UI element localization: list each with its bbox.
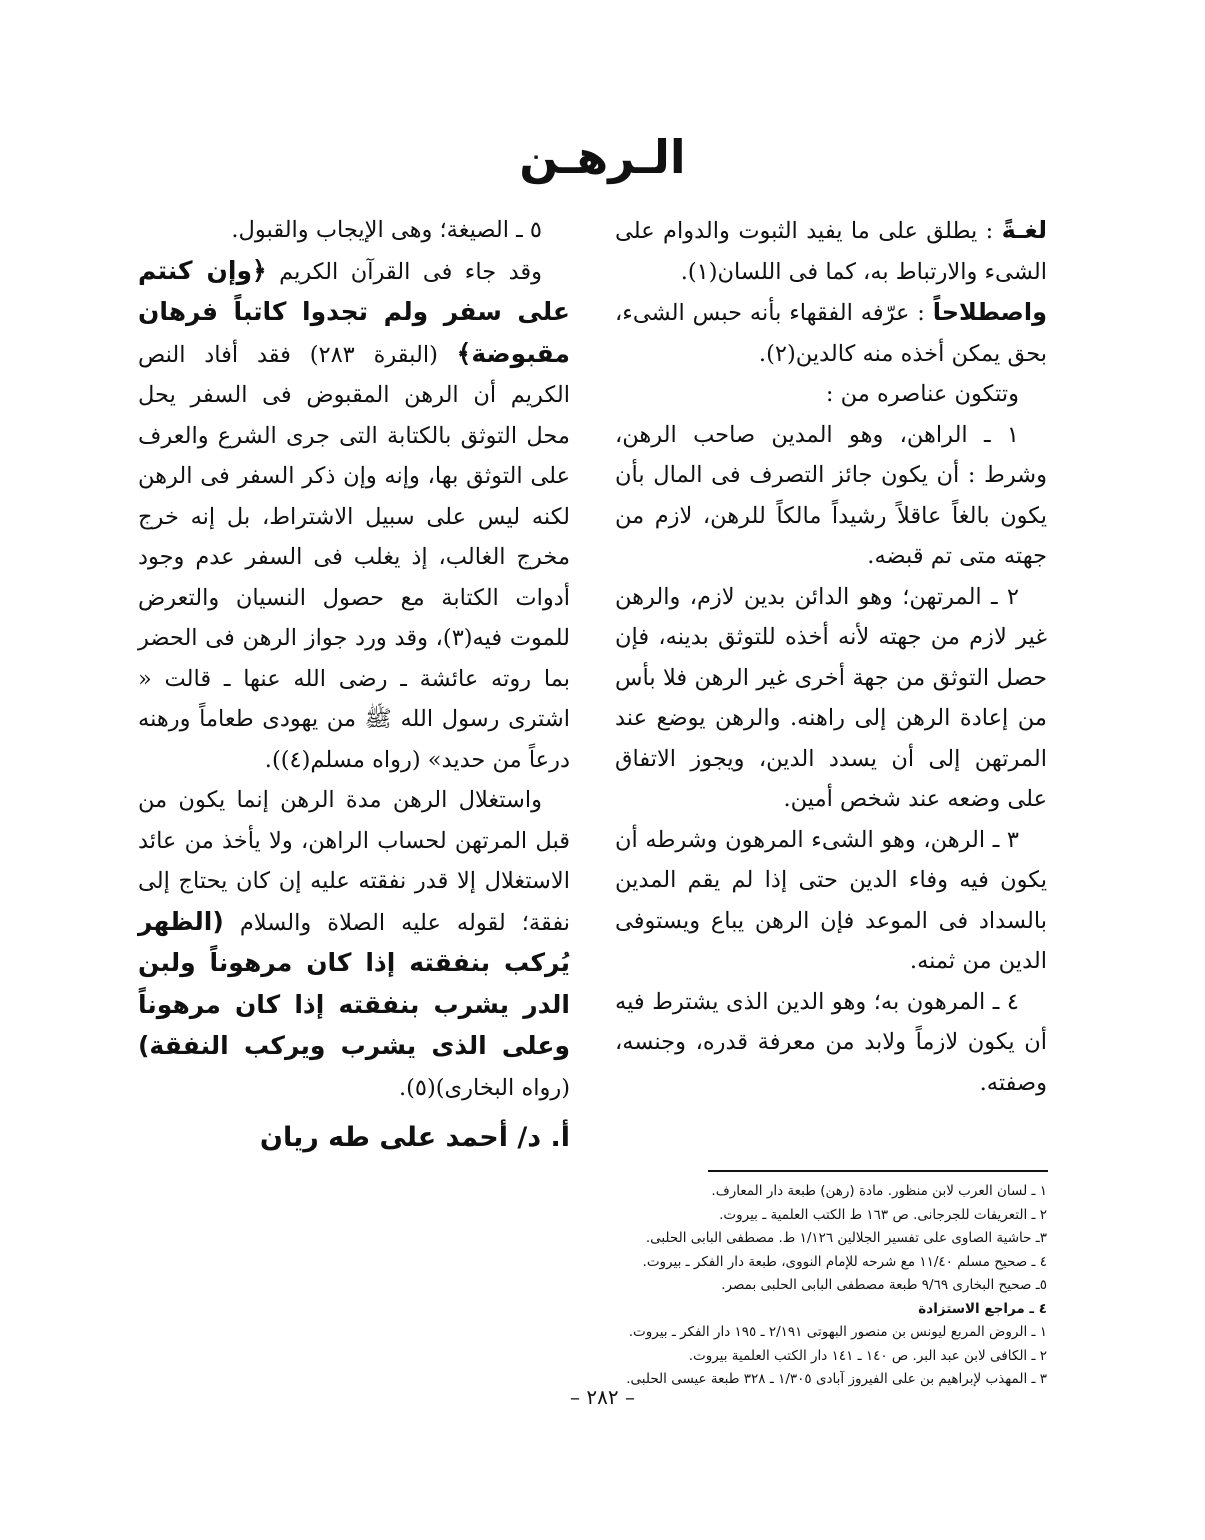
term-lugha: لغـةً	[1001, 216, 1047, 244]
page-title: الـرهـن	[519, 130, 686, 184]
paragraph-elements-intro: وتتكون عناصره من :	[825, 381, 1019, 407]
footnote-item: ٥ـ صحيح البخارى ٩/٦٩ طبعة مصطفى البابى الحلبى بمصر.	[721, 1277, 1047, 1293]
footnote-item: ١ ـ لسان العرب لابن منظور. مادة (رهن) طبعة دار المعارف.	[711, 1183, 1047, 1199]
left-column	[138, 210, 570, 1108]
footnote-item: ٣ـ حاشية الصاوى على تفسير الجلالين ١/١٢٦ ط. مصطفى البابى الحلبى.	[645, 1230, 1047, 1246]
paragraph-element-3: ٣ ـ الرهن، وهو الشىء المرهون وشرطه أن يكون فيه وفاء الدين حتى إذا لم يقم المدين بالسداد فى الموعد فإن الرهن يباع ويستوفى الدين من ثمنه.	[615, 826, 1047, 974]
footnote-divider	[708, 1170, 1048, 1172]
paragraph-usage: واستغلال الرهن مدة الرهن إنما يكون من قبل المرتهن لحساب الراهن، ولا يأخذ من عائد الاستغلال إلا قدر نفقته عليه إن كان يحتاج إلى نفقة؛ لقوله عليه الصلاة والسلام (الظهر يُركب بنفقته إذا كان مرهوناً ولبن الدر يشرب بنفقته إذا كان مرهوناً وعلى الذى يشرب ويركب النفقة) (رواه البخارى)(٥).	[138, 787, 570, 1101]
reference-item: ٢ ـ الكافى لابن عبد البر. ص ١٤٠ ـ ١٤١ دار الكتب العلمية بيروت.	[688, 1347, 1047, 1364]
author-name: أ. د/ أحمد على طه ريان	[259, 1122, 570, 1153]
right-column	[615, 210, 1047, 1103]
hadith-quote: (الظهر يُركب بنفقته إذا كان مرهوناً ولبن الدر يشرب بنفقته إذا كان مرهوناً وعلى الذى يشرب ويركب النفقة)	[138, 906, 570, 1060]
references-heading: ٤ ـ مراجع الاستزادة	[918, 1300, 1047, 1317]
page-number: – ٢٨٢ –	[570, 1385, 635, 1409]
footnotes	[440, 1180, 1047, 1392]
footnote-item: ٤ ـ صحيح مسلم ١١/٤٠ مع شرحه للإمام النووى، طبعة دار الفكر ـ بيروت.	[642, 1253, 1047, 1270]
paragraph-element-4: ٤ ـ المرهون به؛ وهو الدين الذى يشترط فيه أن يكون لازماً ولابد من معرفة قدره، وجنسه، وصفته.	[615, 988, 1047, 1096]
paragraph-istilah: واصطلاحاً : عرّفه الفقهاء بأنه حبس الشىء، بحق يمكن أخذه منه كالدين(٢).	[615, 298, 1047, 367]
paragraph-quran: وقد جاء فى القرآن الكريم ﴿وإن كنتم على سفر ولم تجدوا كاتباً فرهان مقبوضة﴾ (البقرة ٢٨٣) فقد أفاد النص الكريم أن الرهن المقبوض فى السفر يحل محل التوثق بالكتابة التى جرى الشرع والعرف على التوثق بها، وإنه وإن ذكر السفر فى الرهن لكنه ليس على سبيل الاشتراط، بل إنه خرج مخرج الغالب، إذ يغلب فى السفر عدم وجود أدوات الكتابة مع حصول النسيان والتعرض للموت فيه(٣)، وقد ورد جواز الرهن فى الحضر بما روته عائشة ـ رضى الله عنها ـ قالت « اشترى رسول الله ﷺ من يهودى طعاماً ورهنه درعاً من حديد» (رواه مسلم(٤)).	[138, 255, 570, 773]
footnote-item: ٢ ـ التعريفات للجرجانى. ص ١٦٣ ط الكتب العلمية ـ بيروت.	[719, 1206, 1047, 1223]
term-istilah: واصطلاحاً	[932, 298, 1047, 326]
reference-item: ٣ ـ المهذب لإبراهيم بن على الفيروز آبادى ١/٣٠٥ ـ ٣٢٨ طبعة عيسى الحلبى.	[626, 1371, 1047, 1387]
quran-verse: ﴿وإن كنتم على سفر ولم تجدوا كاتباً فرهان مقبوضة﴾	[138, 255, 570, 368]
paragraph-element-1: ١ ـ الراهن، وهو المدين صاحب الرهن، وشرط : أن يكون جائز التصرف فى المال بأن يكون بالغاً عاقلاً رشيداً مالكاً للرهن، لازم من جهته متى تم قبضه.	[615, 421, 1047, 569]
paragraph-element-2: ٢ ـ المرتهن؛ وهو الدائن بدين لازم، والرهن غير لازم من جهته لأنه أخذه للتوثق بدينه، فإن حصل التوثق من جهة أخرى غير الرهن فلا بأس من إعادة الرهن إلى راهنه. والرهن يوضع عند المرتهن إلى أن يسدد الدين، ويجوز الاتفاق على وضعه عند شخص أمين.	[615, 583, 1047, 812]
paragraph-element-5: ٥ ـ الصيغة؛ وهى الإيجاب والقبول.	[231, 217, 542, 243]
reference-item: ١ ـ الروض المربع ليونس بن منصور البهوتى ٢/١٩١ ـ ١٩٥ دار الفكر ـ بيروت.	[628, 1324, 1047, 1340]
paragraph-lugha: لغـةً : يطلق على ما يفيد الثبوت والدوام على الشىء والارتباط به، كما فى اللسان(١).	[615, 216, 1047, 285]
